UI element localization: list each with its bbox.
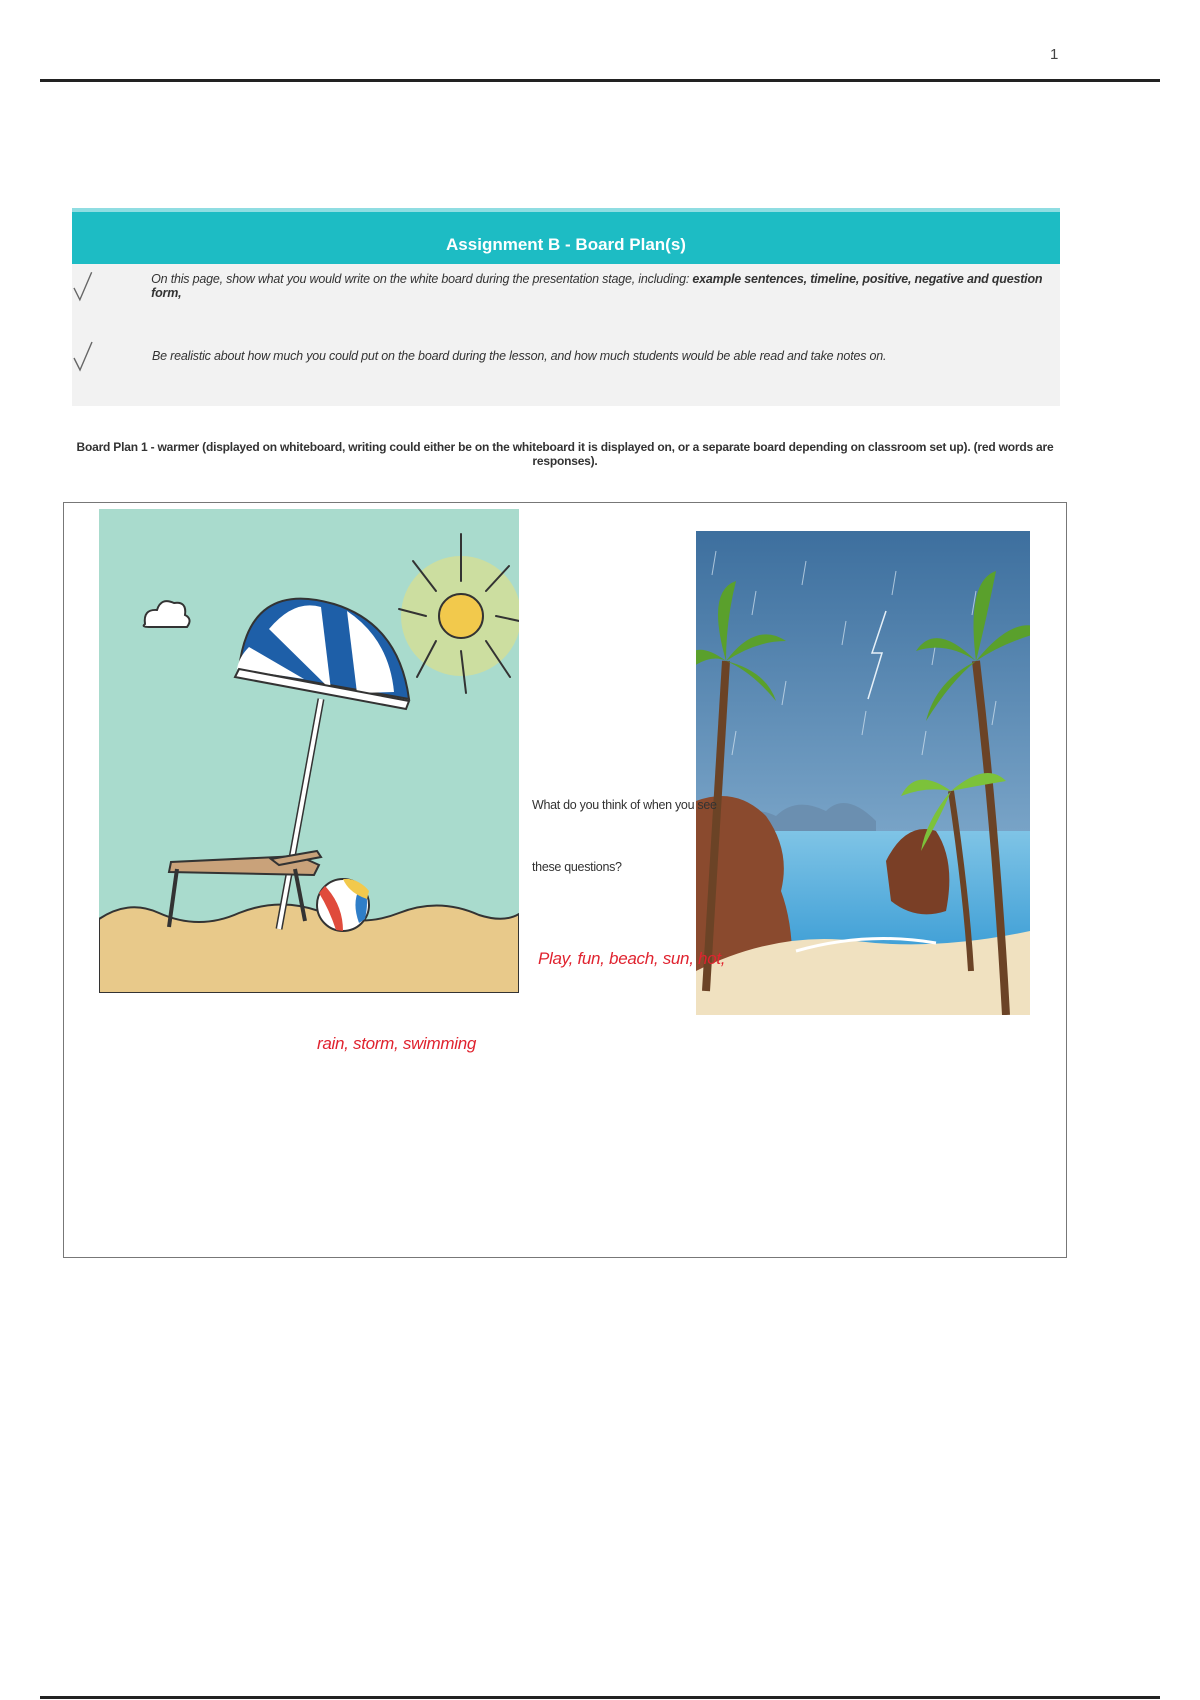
footer-rule [40, 1696, 1160, 1699]
instruction-2: Be realistic about how much you could put on the board during the lesson, and how much students would be able read and take notes on. [152, 349, 887, 363]
checkmark-icon [72, 338, 122, 374]
assignment-title: Assignment B - Board Plan(s) [72, 208, 1060, 264]
response-stormy: rain, storm, swimming [317, 1034, 477, 1053]
warmer-prompt-line-2: these questions? [532, 860, 622, 874]
instruction-1-text: On this page, show what you would write on the white board during the presentation stage, including: [151, 272, 690, 286]
response-sunny: Play, fun, beach, sun, hot, [538, 949, 726, 968]
sunny-beach-illustration [99, 509, 519, 993]
instruction-1-emphasis: example sentences, timeline, positive, negative and question form, [151, 272, 1043, 300]
header-rule [40, 79, 1160, 82]
instruction-1 [151, 272, 1060, 300]
board-plan-caption: Board Plan 1 - warmer (displayed on whiteboard, writing could either be on the whiteboard it is displayed on, or a separate board depending on classroom set up). (red words are responses). [76, 440, 1054, 468]
instruction-row-2 [72, 338, 1060, 374]
instruction-row-1 [72, 268, 1060, 304]
assignment-panel [72, 208, 1060, 406]
page-number: 1 [1050, 46, 1059, 63]
checkmark-icon [72, 268, 121, 304]
stormy-beach-illustration [696, 531, 1030, 1015]
warmer-prompt-line-1: What do you think of when you see [532, 798, 717, 812]
